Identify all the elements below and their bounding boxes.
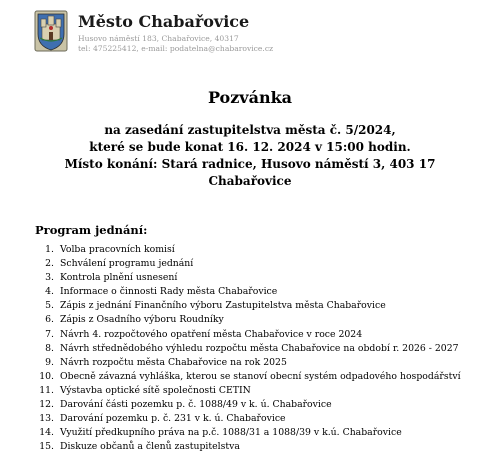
- town-address: Husovo náměstí 183, Chabařovice, 40317: [78, 34, 239, 43]
- agenda-item-number: 8.: [45, 342, 54, 354]
- agenda-item-number: 7.: [45, 328, 54, 340]
- agenda-item-text: Zápis z Osadního výboru Roudníky: [60, 314, 224, 326]
- agenda-item-number: 4.: [45, 286, 54, 298]
- agenda-item: [30, 257, 495, 271]
- program-heading: Program jednání:: [35, 223, 148, 237]
- agenda-item: [30, 271, 495, 285]
- agenda-list: [30, 243, 495, 454]
- agenda-item-text: Diskuze občanů a členů zastupitelstva: [60, 441, 240, 453]
- town-crest-icon: [34, 10, 68, 52]
- agenda-item-text: Obecně závazná vyhláška, kterou se stanoví obecní systém odpadového hospodářství: [60, 370, 461, 382]
- meeting-details: [40, 122, 460, 190]
- agenda-item-number: 6.: [45, 314, 54, 326]
- agenda-item-text: Výstavba optické sítě společnosti CETIN: [60, 384, 251, 396]
- meeting-line: které se bude konat 16. 12. 2024 v 15:00 hodin.: [89, 140, 411, 154]
- agenda-item: [30, 412, 495, 426]
- agenda-item: [30, 440, 495, 454]
- agenda-item-text: Využití předkupního práva na p.č. 1088/31 a 1088/39 v k.ú. Chabařovice: [60, 427, 402, 439]
- meeting-line: Chabařovice: [208, 174, 292, 188]
- agenda-item: [30, 356, 495, 370]
- agenda-item-text: Návrh 4. rozpočtového opatření města Chabařovice v roce 2024: [60, 328, 363, 340]
- agenda-item-number: 15.: [39, 441, 54, 453]
- agenda-item-number: 2.: [45, 258, 54, 270]
- agenda-item-text: Darování části pozemku p. č. 1088/49 v k. ú. Chabařovice: [60, 399, 332, 411]
- agenda-item-text: Volba pracovních komisí: [60, 244, 175, 255]
- agenda-item: [30, 426, 495, 440]
- agenda-item: [30, 313, 495, 327]
- letterhead: [34, 10, 484, 56]
- agenda-item-number: 9.: [45, 356, 54, 368]
- agenda-item-text: Schválení programu jednání: [60, 258, 194, 270]
- agenda-item-number: 10.: [39, 370, 54, 382]
- agenda-item-text: Informace o činnosti Rady města Chabařovice: [60, 286, 278, 298]
- agenda-item-number: 11.: [39, 384, 54, 396]
- agenda-item: [30, 299, 495, 313]
- document-title: Pozvánka: [207, 88, 293, 107]
- agenda-item-text: Návrh rozpočtu města Chabařovice na rok 2025: [60, 356, 287, 368]
- agenda-item-number: 12.: [39, 399, 54, 411]
- agenda-item-number: 13.: [39, 413, 54, 425]
- town-contact: tel: 475225412, e-mail: podatelna@chabarovice.cz: [78, 44, 274, 53]
- town-name: Město Chabařovice: [78, 12, 250, 31]
- agenda-item: [30, 243, 495, 257]
- agenda-item: [30, 285, 495, 299]
- agenda-item-text: Návrh střednědobého výhledu rozpočtu města Chabařovice na období r. 2026 - 2027: [60, 342, 459, 354]
- agenda-item: [30, 398, 495, 412]
- agenda-item-text: Darování pozemku p. č. 231 v k. ú. Chabařovice: [60, 413, 286, 425]
- agenda-item-number: 3.: [45, 272, 54, 284]
- agenda-item: [30, 384, 495, 398]
- agenda-item-number: 14.: [39, 427, 54, 439]
- agenda-item-text: Zápis z jednání Finančního výboru Zastupitelstva města Chabařovice: [60, 300, 386, 312]
- agenda-item-number: 5.: [45, 300, 54, 312]
- meeting-line: na zasedání zastupitelstva města č. 5/2024,: [104, 123, 396, 137]
- agenda-item: [30, 328, 495, 342]
- agenda-item-number: 1.: [45, 244, 54, 255]
- agenda-item: [30, 370, 495, 384]
- agenda-item-text: Kontrola plnění usnesení: [60, 272, 178, 284]
- meeting-line: Místo konání: Stará radnice, Husovo náměstí 3, 403 17: [64, 157, 436, 171]
- agenda-item: [30, 342, 495, 356]
